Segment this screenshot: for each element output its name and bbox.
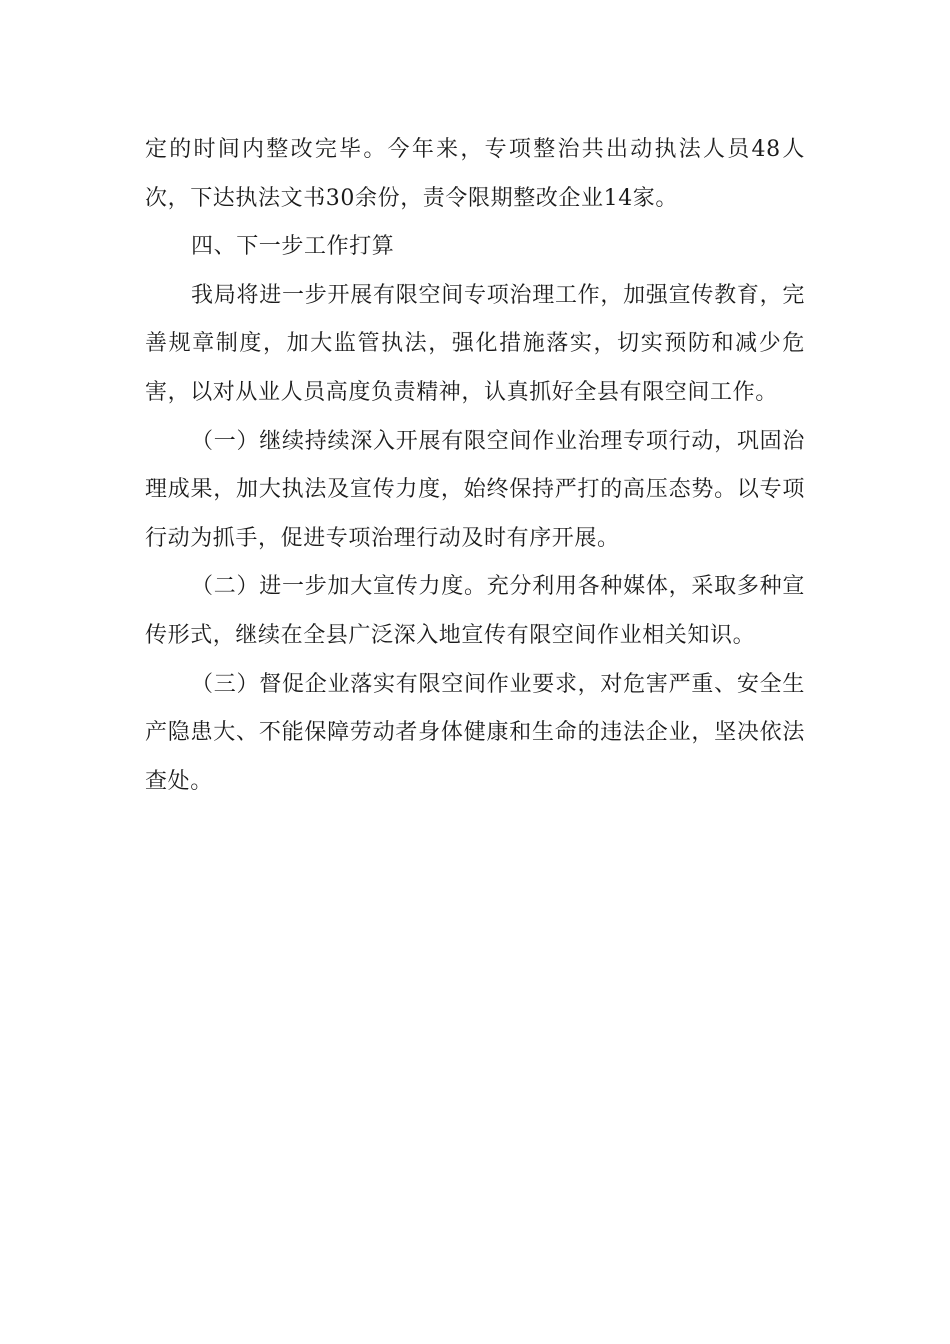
paragraph-item-2: （二）进一步加大宣传力度。充分利用各种媒体，采取多种宣传形式，继续在全县广泛深入地宣传有限空间作业相关知识。: [145, 574, 805, 648]
paragraph-continuation: 定的时间内整改完毕。今年来，专项整治共出动执法人员48人次，下达执法文书30余份，责令限期整改企业14家。: [145, 137, 805, 211]
paragraph-item-1: （一）继续持续深入开展有限空间作业治理专项行动，巩固治理成果，加大执法及宣传力度，始终保持严打的高压态势。以专项行动为抓手，促进专项治理行动及时有序开展。: [145, 428, 805, 551]
paragraph-next-steps-intro: 我局将进一步开展有限空间专项治理工作，加强宣传教育，完善规章制度，加大监管执法，强化措施落实，切实预防和减少危害，以对从业人员高度负责精神，认真抓好全县有限空间工作。: [145, 282, 805, 405]
section-heading-next-steps: 四、下一步工作打算: [191, 234, 395, 260]
paragraph-item-3: （三）督促企业落实有限空间作业要求，对危害严重、安全生产隐患大、不能保障劳动者身体健康和生命的违法企业，坚决依法查处。: [145, 671, 805, 794]
document-body: [145, 126, 805, 806]
